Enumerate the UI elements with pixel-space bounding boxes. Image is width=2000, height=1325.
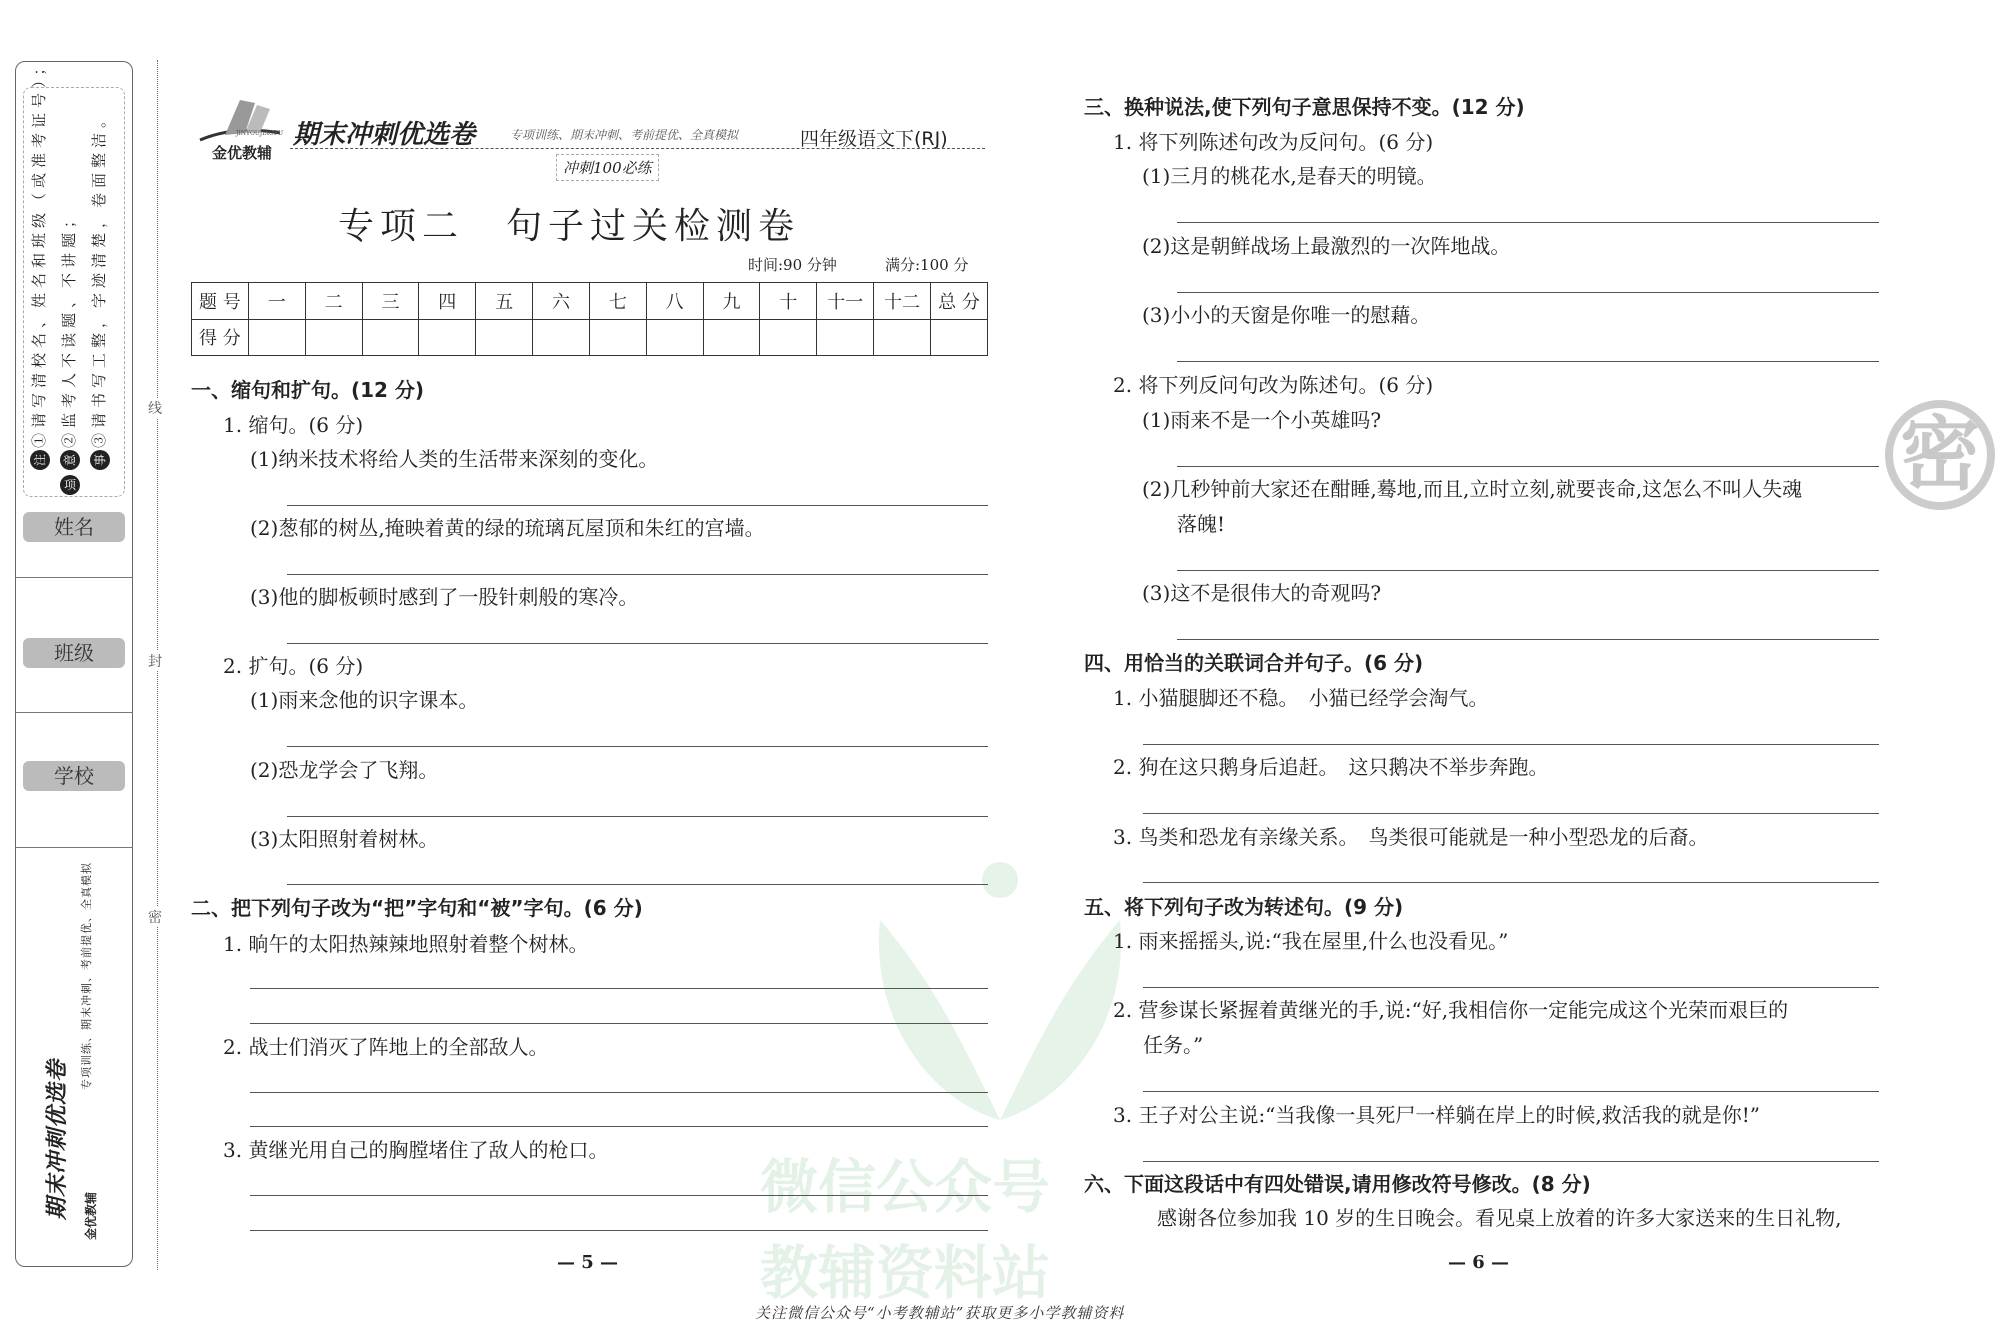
page-number-6: — 6 — bbox=[1448, 1252, 1510, 1273]
section-5-heading: 五、将下列句子改为转述句。(9 分) bbox=[1084, 895, 1404, 919]
question-item: (1)雨来念他的识字课本。 bbox=[250, 688, 479, 712]
score-input[interactable] bbox=[646, 319, 703, 356]
table-cell: 十一 bbox=[817, 283, 874, 320]
question-item: (1)三月的桃花水,是春天的明镜。 bbox=[1142, 164, 1437, 188]
answer-line[interactable] bbox=[1177, 222, 1879, 223]
table-cell: 六 bbox=[533, 283, 590, 320]
question: 2. 狗在这只鹅身后追赶。 这只鹅决不举步奔跑。 bbox=[1113, 755, 1549, 779]
sidebar-logo-title: 期末冲刺优选卷 bbox=[45, 1058, 70, 1220]
sidebar-logo-tagline: 专项训练、期末冲刺、考前提优、全真模拟 bbox=[80, 862, 93, 1090]
score-input[interactable] bbox=[930, 319, 987, 356]
table-cell: 七 bbox=[589, 283, 646, 320]
answer-line[interactable] bbox=[250, 1023, 988, 1024]
section-1-heading: 一、缩句和扩句。(12 分) bbox=[191, 378, 425, 402]
question: 3. 鸟类和恐龙有亲缘关系。 鸟类很可能就是一种小型恐龙的后裔。 bbox=[1113, 825, 1709, 849]
section-3-heading: 三、换种说法,使下列句子意思保持不变。(12 分) bbox=[1084, 95, 1525, 119]
fold-mark: 封 bbox=[148, 651, 162, 671]
answer-line[interactable] bbox=[1177, 292, 1879, 293]
question-item: (3)太阳照射着树林。 bbox=[250, 827, 439, 851]
notice-line-1 bbox=[28, 55, 50, 470]
answer-line[interactable] bbox=[1177, 570, 1879, 571]
score-input[interactable] bbox=[589, 319, 646, 356]
table-cell: 三 bbox=[362, 283, 419, 320]
page-title: 专项二 句子过关检测卷 bbox=[338, 206, 801, 247]
answer-line[interactable] bbox=[1143, 1091, 1879, 1092]
name-field-label: 姓名 bbox=[23, 512, 125, 542]
answer-line[interactable] bbox=[1177, 639, 1879, 640]
table-cell: 四 bbox=[419, 283, 476, 320]
question: 2. 营参谋长紧握着黄继光的手,说:“好,我相信你一定能完成这个光荣而艰巨的 bbox=[1113, 998, 1789, 1022]
divider bbox=[15, 712, 133, 713]
school-field-label: 学校 bbox=[23, 761, 125, 791]
answer-line[interactable] bbox=[287, 884, 988, 885]
question: 1. 雨来摇摇头,说:“我在屋里,什么也没看见。” bbox=[1113, 929, 1509, 953]
question: 2. 战士们消灭了阵地上的全部敌人。 bbox=[223, 1035, 549, 1059]
fold-mark: 密 bbox=[148, 907, 162, 927]
series-title: 期末冲刺优选卷 bbox=[293, 120, 476, 150]
grade-label: 四年级语文下(RJ) bbox=[800, 128, 948, 150]
series-tagline: 专项训练、期末冲刺、考前提优、全真模拟 bbox=[510, 128, 739, 142]
score-table bbox=[191, 282, 988, 356]
notice-line-2 bbox=[58, 208, 80, 470]
answer-line[interactable] bbox=[287, 574, 988, 575]
notice-text: ③请书写工整，字迹清楚，卷面整洁。 bbox=[90, 107, 108, 448]
answer-line[interactable] bbox=[287, 746, 988, 747]
notice-mark: 事 bbox=[90, 450, 110, 470]
table-cell: 总 分 bbox=[930, 283, 987, 320]
table-cell: 二 bbox=[305, 283, 362, 320]
score-input[interactable] bbox=[533, 319, 590, 356]
score-input[interactable] bbox=[476, 319, 533, 356]
answer-line[interactable] bbox=[250, 1195, 988, 1196]
answer-line[interactable] bbox=[287, 816, 988, 817]
table-cell: 八 bbox=[646, 283, 703, 320]
notice-mark: 注 bbox=[30, 450, 50, 470]
question: 1. 缩句。(6 分) bbox=[223, 413, 364, 437]
table-cell: 题 号 bbox=[192, 283, 249, 320]
header-rule bbox=[290, 148, 985, 149]
notice-mark: 项 bbox=[60, 475, 80, 495]
score-input[interactable] bbox=[362, 319, 419, 356]
table-row bbox=[192, 283, 988, 320]
score-input[interactable] bbox=[817, 319, 874, 356]
divider bbox=[15, 577, 133, 578]
watermark-line2: 教辅资料站 bbox=[760, 1239, 1051, 1307]
notice-mark: 意 bbox=[60, 450, 80, 470]
brand-name: 金优教辅 bbox=[212, 144, 273, 162]
paragraph: 感谢各位参加我 10 岁的生日晚会。看见桌上放着的许多大家送来的生日礼物, bbox=[1157, 1206, 1842, 1230]
score-input[interactable] bbox=[703, 319, 760, 356]
question-item: (2)恐龙学会了飞翔。 bbox=[250, 758, 439, 782]
question: 1. 小猫腿脚还不稳。 小猫已经学会淘气。 bbox=[1113, 686, 1489, 710]
answer-line[interactable] bbox=[1177, 361, 1879, 362]
question: 2. 将下列反问句改为陈述句。(6 分) bbox=[1113, 373, 1434, 397]
score-input[interactable] bbox=[874, 319, 931, 356]
answer-line[interactable] bbox=[1143, 882, 1879, 883]
section-4-heading: 四、用恰当的关联词合并句子。(6 分) bbox=[1084, 651, 1424, 675]
question-item: (2)葱郁的树丛,掩映着黄的绿的琉璃瓦屋顶和朱红的宫墙。 bbox=[250, 516, 765, 540]
question-item: (3)这不是很伟大的奇观吗? bbox=[1142, 581, 1382, 605]
table-cell: 得 分 bbox=[192, 319, 249, 356]
answer-line[interactable] bbox=[250, 1126, 988, 1127]
section-6-heading: 六、下面这段话中有四处错误,请用修改符号修改。(8 分) bbox=[1084, 1172, 1591, 1196]
watermark-line1: 微信公众号 bbox=[760, 1153, 1051, 1221]
book-logo-icon bbox=[195, 95, 285, 145]
secret-stamp-char: 密 bbox=[1900, 408, 1980, 501]
table-cell: 一 bbox=[248, 283, 305, 320]
page-number-5: — 5 — bbox=[557, 1252, 619, 1273]
score-input[interactable] bbox=[419, 319, 476, 356]
score-input[interactable] bbox=[305, 319, 362, 356]
question: 2. 扩句。(6 分) bbox=[223, 654, 364, 678]
score-input[interactable] bbox=[760, 319, 817, 356]
question-item-cont: 落魄! bbox=[1177, 512, 1226, 536]
fold-mark: 线 bbox=[148, 398, 162, 418]
answer-line[interactable] bbox=[1177, 466, 1879, 467]
answer-line[interactable] bbox=[1143, 1161, 1879, 1162]
section-2-heading: 二、把下列句子改为“把”字句和“被”字句。(6 分) bbox=[191, 896, 643, 920]
table-cell: 十 bbox=[760, 283, 817, 320]
divider bbox=[15, 847, 133, 848]
badge: 冲刺100必练 bbox=[556, 154, 659, 181]
question-item: (2)这是朝鲜战场上最激烈的一次阵地战。 bbox=[1142, 234, 1511, 258]
answer-line[interactable] bbox=[1143, 987, 1879, 988]
question-item: (3)小小的天窗是你唯一的慰藉。 bbox=[1142, 303, 1431, 327]
answer-line[interactable] bbox=[287, 643, 988, 644]
question-item: (3)他的脚板顿时感到了一股针刺般的寒冷。 bbox=[250, 585, 639, 609]
answer-line[interactable] bbox=[1143, 744, 1879, 745]
question-item: (1)雨来不是一个小英雄吗? bbox=[1142, 408, 1382, 432]
notice-mark-4 bbox=[60, 474, 82, 495]
footer-note: 关注微信公众号“小考教辅站”获取更多小学教辅资料 bbox=[755, 1304, 1125, 1322]
notice-text: ②监考人不读题、不讲题； bbox=[60, 207, 78, 448]
question: 1. 晌午的太阳热辣辣地照射着整个树林。 bbox=[223, 932, 589, 956]
time-label: 时间:90 分钟 bbox=[748, 256, 837, 274]
answer-line[interactable] bbox=[250, 1092, 988, 1093]
question: 3. 王子对公主说:“当我像一具死尸一样躺在岸上的时候,救活我的就是你!” bbox=[1113, 1103, 1761, 1127]
answer-line[interactable] bbox=[250, 1230, 988, 1231]
answer-line[interactable] bbox=[287, 505, 988, 506]
score-input[interactable] bbox=[248, 319, 305, 356]
table-cell: 九 bbox=[703, 283, 760, 320]
question-item: (1)纳米技术将给人类的生活带来深刻的变化。 bbox=[250, 447, 659, 471]
notice-line-3 bbox=[88, 108, 110, 470]
table-cell: 十二 bbox=[874, 283, 931, 320]
sidebar-logo-brand: 金优教辅 bbox=[84, 1191, 98, 1240]
table-row bbox=[192, 319, 988, 356]
answer-line[interactable] bbox=[250, 988, 988, 989]
notice-text: ①请写清校名、姓名和班级（或准考证号）； bbox=[30, 55, 48, 448]
question-cont: 任务。” bbox=[1143, 1033, 1204, 1057]
answer-line[interactable] bbox=[1143, 813, 1879, 814]
full-score-label: 满分:100 分 bbox=[885, 256, 969, 274]
brand-pinyin: JINYOUJIAOFU bbox=[236, 130, 284, 137]
question: 3. 黄继光用自己的胸膛堵住了敌人的枪口。 bbox=[223, 1138, 609, 1162]
table-cell: 五 bbox=[476, 283, 533, 320]
class-field-label: 班级 bbox=[23, 638, 125, 668]
question-item: (2)几秒钟前大家还在酣睡,蓦地,而且,立时立刻,就要丧命,这怎么不叫人失魂 bbox=[1142, 477, 1803, 501]
question: 1. 将下列陈述句改为反问句。(6 分) bbox=[1113, 130, 1434, 154]
